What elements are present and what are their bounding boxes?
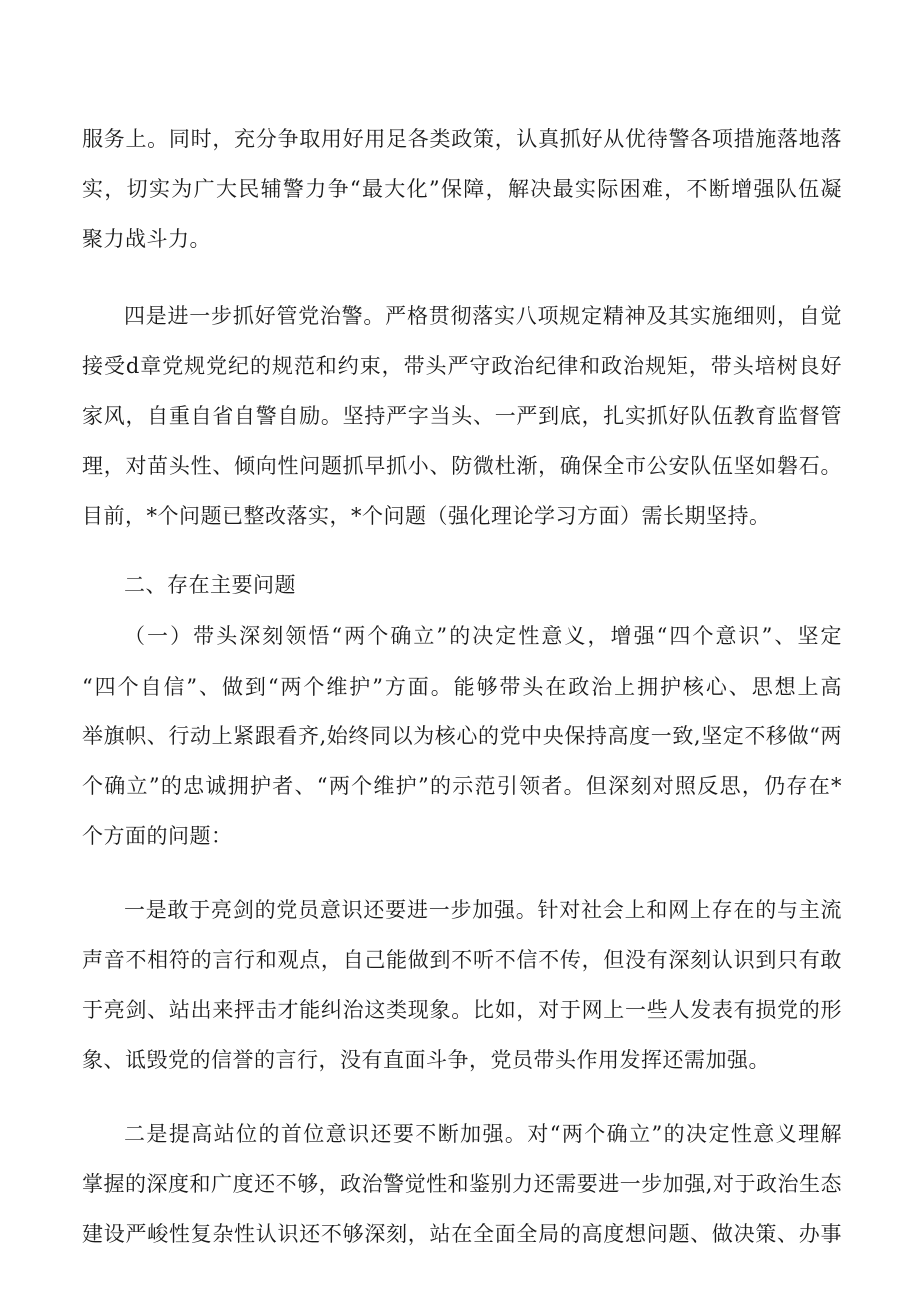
text-line: 家风，自重自省自警自励。坚持严字当头、一严到底，扎实抓好队伍教育监督管 [82, 404, 842, 428]
text-line: （一）带头深刻领悟“两个确立”的决定性意义，增强“四个意识”、坚定 [124, 624, 842, 648]
text-line: 二是提高站位的首位意识还要不断加强。对“两个确立”的决定性意义理解 [124, 1122, 842, 1146]
text-line: “四个自信”、做到“两个维护”方面。能够带头在政治上拥护核心、思想上高 [82, 675, 842, 699]
text-line: 个确立”的忠诚拥护者、“两个维护”的示范引领者。但深刻对照反思，仍存在* [82, 774, 842, 798]
text-line: 个方面的问题： [82, 824, 233, 848]
text-line: 理，对苗头性、倾向性问题抓早抓小、防微杜渐，确保全市公安队伍坚如磐石。 [82, 454, 842, 478]
text-line: 于亮剑、站出来抨击才能纠治这类现象。比如，对于网上一些人发表有损党的形 [82, 998, 842, 1022]
text-line: 建设严峻性复杂性认识还不够深刻，站在全面全局的高度想问题、做决策、办事 [82, 1222, 842, 1246]
text-line: 实，切实为广大民辅警力争“最大化”保障，解决最实际困难，不断增强队伍凝 [82, 177, 842, 201]
text-line: 掌握的深度和广度还不够，政治警觉性和鉴别力还需要进一步加强,对于政治生态 [82, 1172, 842, 1196]
text-line: 举旗帜、行动上紧跟看齐,始终同以为核心的党中央保持高度一致,坚定不移做“两 [82, 724, 842, 748]
text-line: 一是敢于亮剑的党员意识还要进一步加强。针对社会上和网上存在的与主流 [124, 898, 842, 922]
text-line: 聚力战斗力。 [82, 227, 211, 251]
text-line: 二、存在主要问题 [124, 573, 296, 597]
text-line: 四是进一步抓好管党治警。严格贯彻落实八项规定精神及其实施细则，自觉 [124, 304, 842, 328]
text-line: 服务上。同时，充分争取用好用足各类政策，认真抓好从优待警各项措施落地落 [82, 127, 842, 151]
text-line: 目前，*个问题已整改落实，*个问题（强化理论学习方面）需长期坚持。 [82, 504, 771, 528]
text-line: 象、诋毁党的信誉的言行，没有直面斗争，党员带头作用发挥还需加强。 [82, 1048, 770, 1072]
text-line: 声音不相符的言行和观点，自己能做到不听不信不传，但没有深刻认识到只有敢 [82, 948, 842, 972]
text-line: 接受d章党规党纪的规范和约束，带头严守政治纪律和政治规矩，带头培树良好 [82, 354, 842, 378]
